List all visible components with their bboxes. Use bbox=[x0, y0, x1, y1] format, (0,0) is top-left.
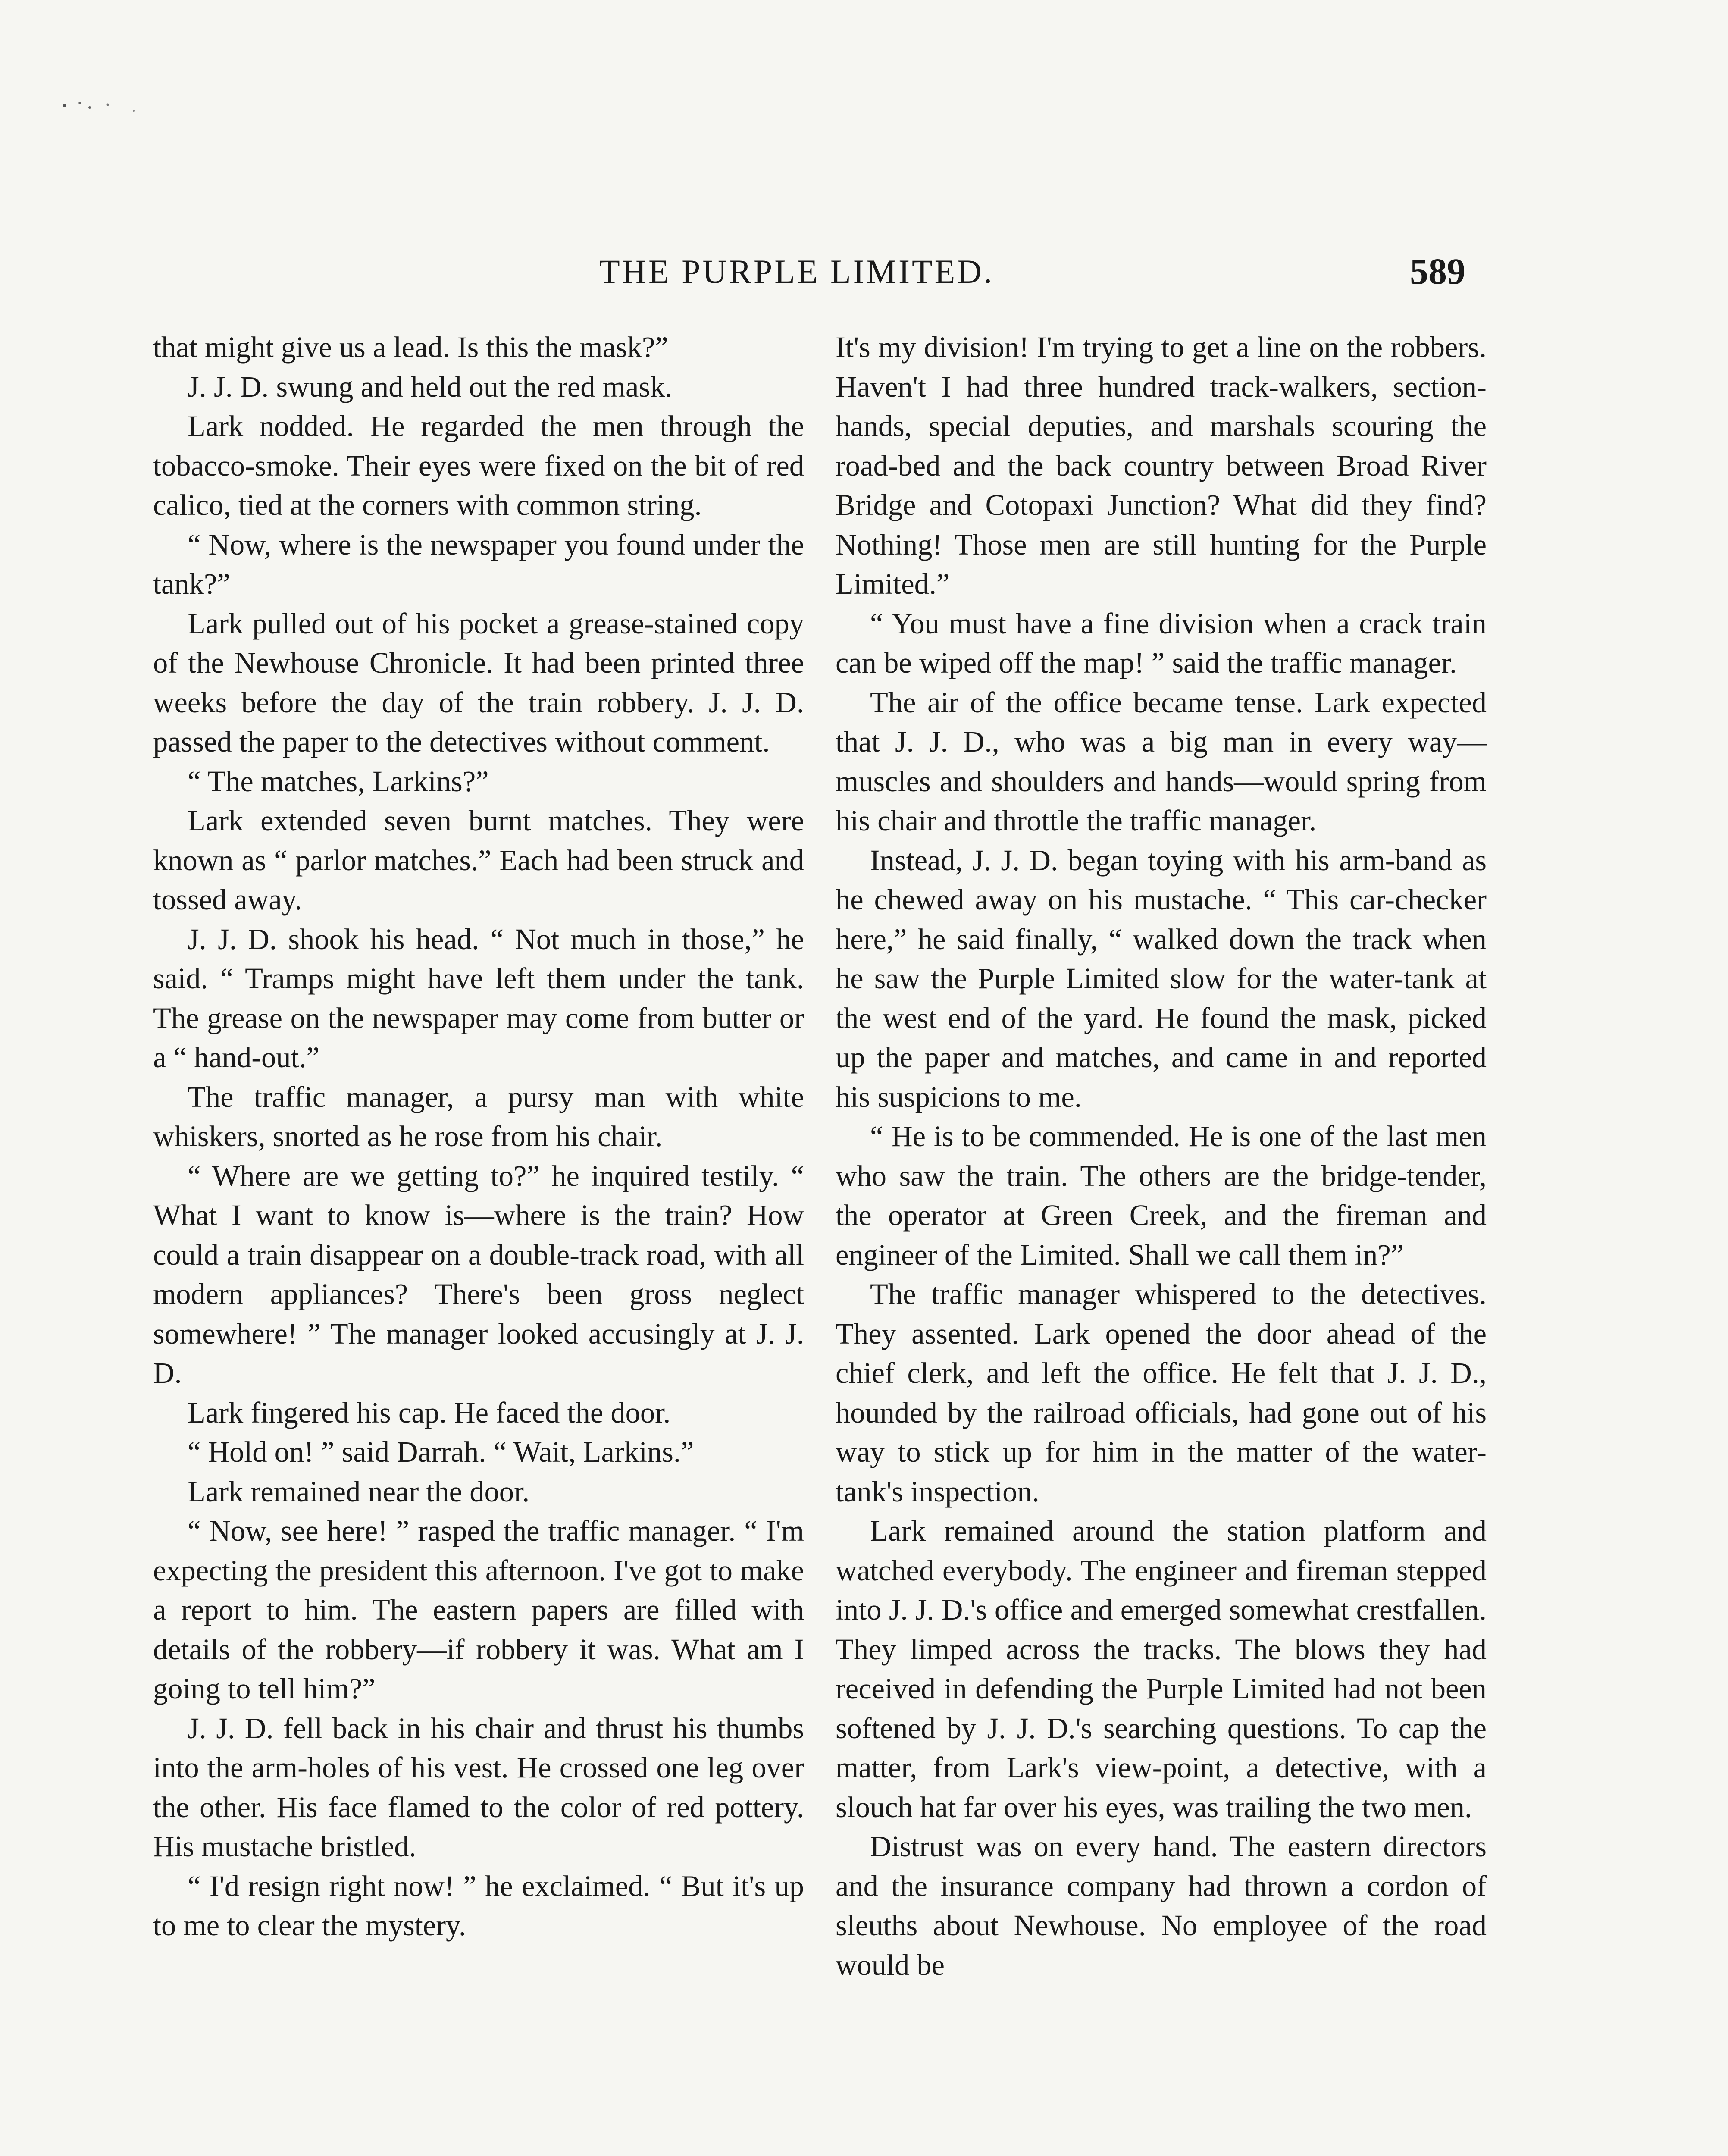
paragraph: Instead, J. J. D. began toying with his arm-band as he chewed away on his mustache. “ This car-checker here,” he said finally, “ walked down the track when he saw the Purple Limited slow for the water-tank at the west end of the yard. He found the mask, picked up the paper and matches, and came in and reported his suspicions to me. bbox=[836, 843, 1487, 1113]
paragraph: “ Hold on! ” said Darrah. “ Wait, Larkins.” bbox=[188, 1435, 694, 1468]
paragraph: Lark fingered his cap. He faced the door. bbox=[188, 1396, 671, 1429]
paragraph: that might give us a lead. Is this the mask?” bbox=[153, 331, 668, 364]
paragraph: “ The matches, Larkins?” bbox=[188, 765, 489, 798]
paragraph: Lark remained near the door. bbox=[188, 1475, 530, 1508]
right-column bbox=[836, 328, 1487, 1985]
paragraph: “ Now, where is the newspaper you found under the tank?” bbox=[153, 528, 804, 600]
paragraph: Lark remained around the station platform and watched everybody. The engineer and fireman stepped into J. J. D.'s office and emerged somewhat crestfallen. They limped across the tracks. The blows they had received in defending the Purple Limited had not been softened by J. J. D.'s searching questions. To cap the matter, from Lark's view-point, a detective, with a slouch hat far over his eyes, was trailing the two men. bbox=[836, 1514, 1487, 1824]
paragraph: J. J. D. shook his head. “ Not much in those,” he said. “ Tramps might have left them under the tank. The grease on the newspaper may come from butter or a “ hand-out.” bbox=[153, 922, 804, 1074]
page-number: 589 bbox=[1410, 251, 1465, 292]
left-column bbox=[153, 328, 804, 1946]
paragraph: “ Where are we getting to?” he inquired testily. “ What I want to know is—where is the train? How could a train disappear on a double-track road, with all modern appliances? There's been gross neglect somewhere! ” The manager looked accusingly at J. J. D. bbox=[153, 1159, 804, 1389]
paragraph: The air of the office became tense. Lark expected that J. J. D., who was a big man in every way—muscles and shoulders and hands—would spring from his chair and throttle the traffic manager. bbox=[836, 686, 1487, 837]
paragraph: “ Now, see here! ” rasped the traffic manager. “ I'm expecting the president this afternoon. I've got to make a report to him. The eastern papers are filled with details of the robbery—if robbery it was. What am I going to tell him?” bbox=[153, 1514, 804, 1705]
paragraph: The traffic manager whispered to the detectives. They assented. Lark opened the door ahead of the chief clerk, and left the office. He felt that J. J. D., hounded by the railroad officials, had gone out of his way to stick up for him in the matter of the water-tank's inspection. bbox=[836, 1278, 1487, 1508]
paragraph: “ I'd resign right now! ” he exclaimed. “ But it's up to me to clear the mystery. bbox=[153, 1869, 804, 1942]
paragraph: It's my division! I'm trying to get a line on the robbers. Haven't I had three hundred track-walkers, section-hands, special deputies, and marshals scouring the road-bed and the back country between Broad River Bridge and Cotopaxi Junction? What did they find? Nothing! Those men are still hunting for the Purple Limited.” bbox=[836, 331, 1487, 600]
running-header bbox=[0, 252, 1728, 300]
paragraph: J. J. D. fell back in his chair and thrust his thumbs into the arm-holes of his vest. He crossed one leg over the other. His face flamed to the color of red pottery. His mustache bristled. bbox=[153, 1711, 804, 1863]
paragraph: Lark extended seven burnt matches. They were known as “ parlor matches.” Each had been struck and tossed away. bbox=[153, 804, 804, 916]
paragraph: “ You must have a fine division when a crack train can be wiped off the map! ” said the traffic manager. bbox=[836, 607, 1487, 679]
running-title: THE PURPLE LIMITED. bbox=[599, 253, 995, 290]
scan-specks bbox=[47, 93, 160, 119]
paragraph: Lark pulled out of his pocket a grease-stained copy of the Newhouse Chronicle. It had been printed three weeks before the day of the train robbery. J. J. D. passed the paper to the detectives without comment. bbox=[153, 607, 804, 758]
paragraph: “ He is to be commended. He is one of the last men who saw the train. The others are the bridge-tender, the operator at Green Creek, and the fireman and engineer of the Limited. Shall we call them in?” bbox=[836, 1120, 1487, 1271]
paragraph: Distrust was on every hand. The eastern directors and the insurance company had thrown a cordon of sleuths about Newhouse. No employee of the road would be bbox=[836, 1830, 1487, 1981]
paragraph: The traffic manager, a pursy man with white whiskers, snorted as he rose from his chair. bbox=[153, 1080, 804, 1153]
paragraph: J. J. D. swung and held out the red mask. bbox=[188, 370, 673, 403]
paragraph: Lark nodded. He regarded the men through the tobacco-smoke. Their eyes were fixed on the bit of red calico, tied at the corners with common string. bbox=[153, 410, 804, 521]
